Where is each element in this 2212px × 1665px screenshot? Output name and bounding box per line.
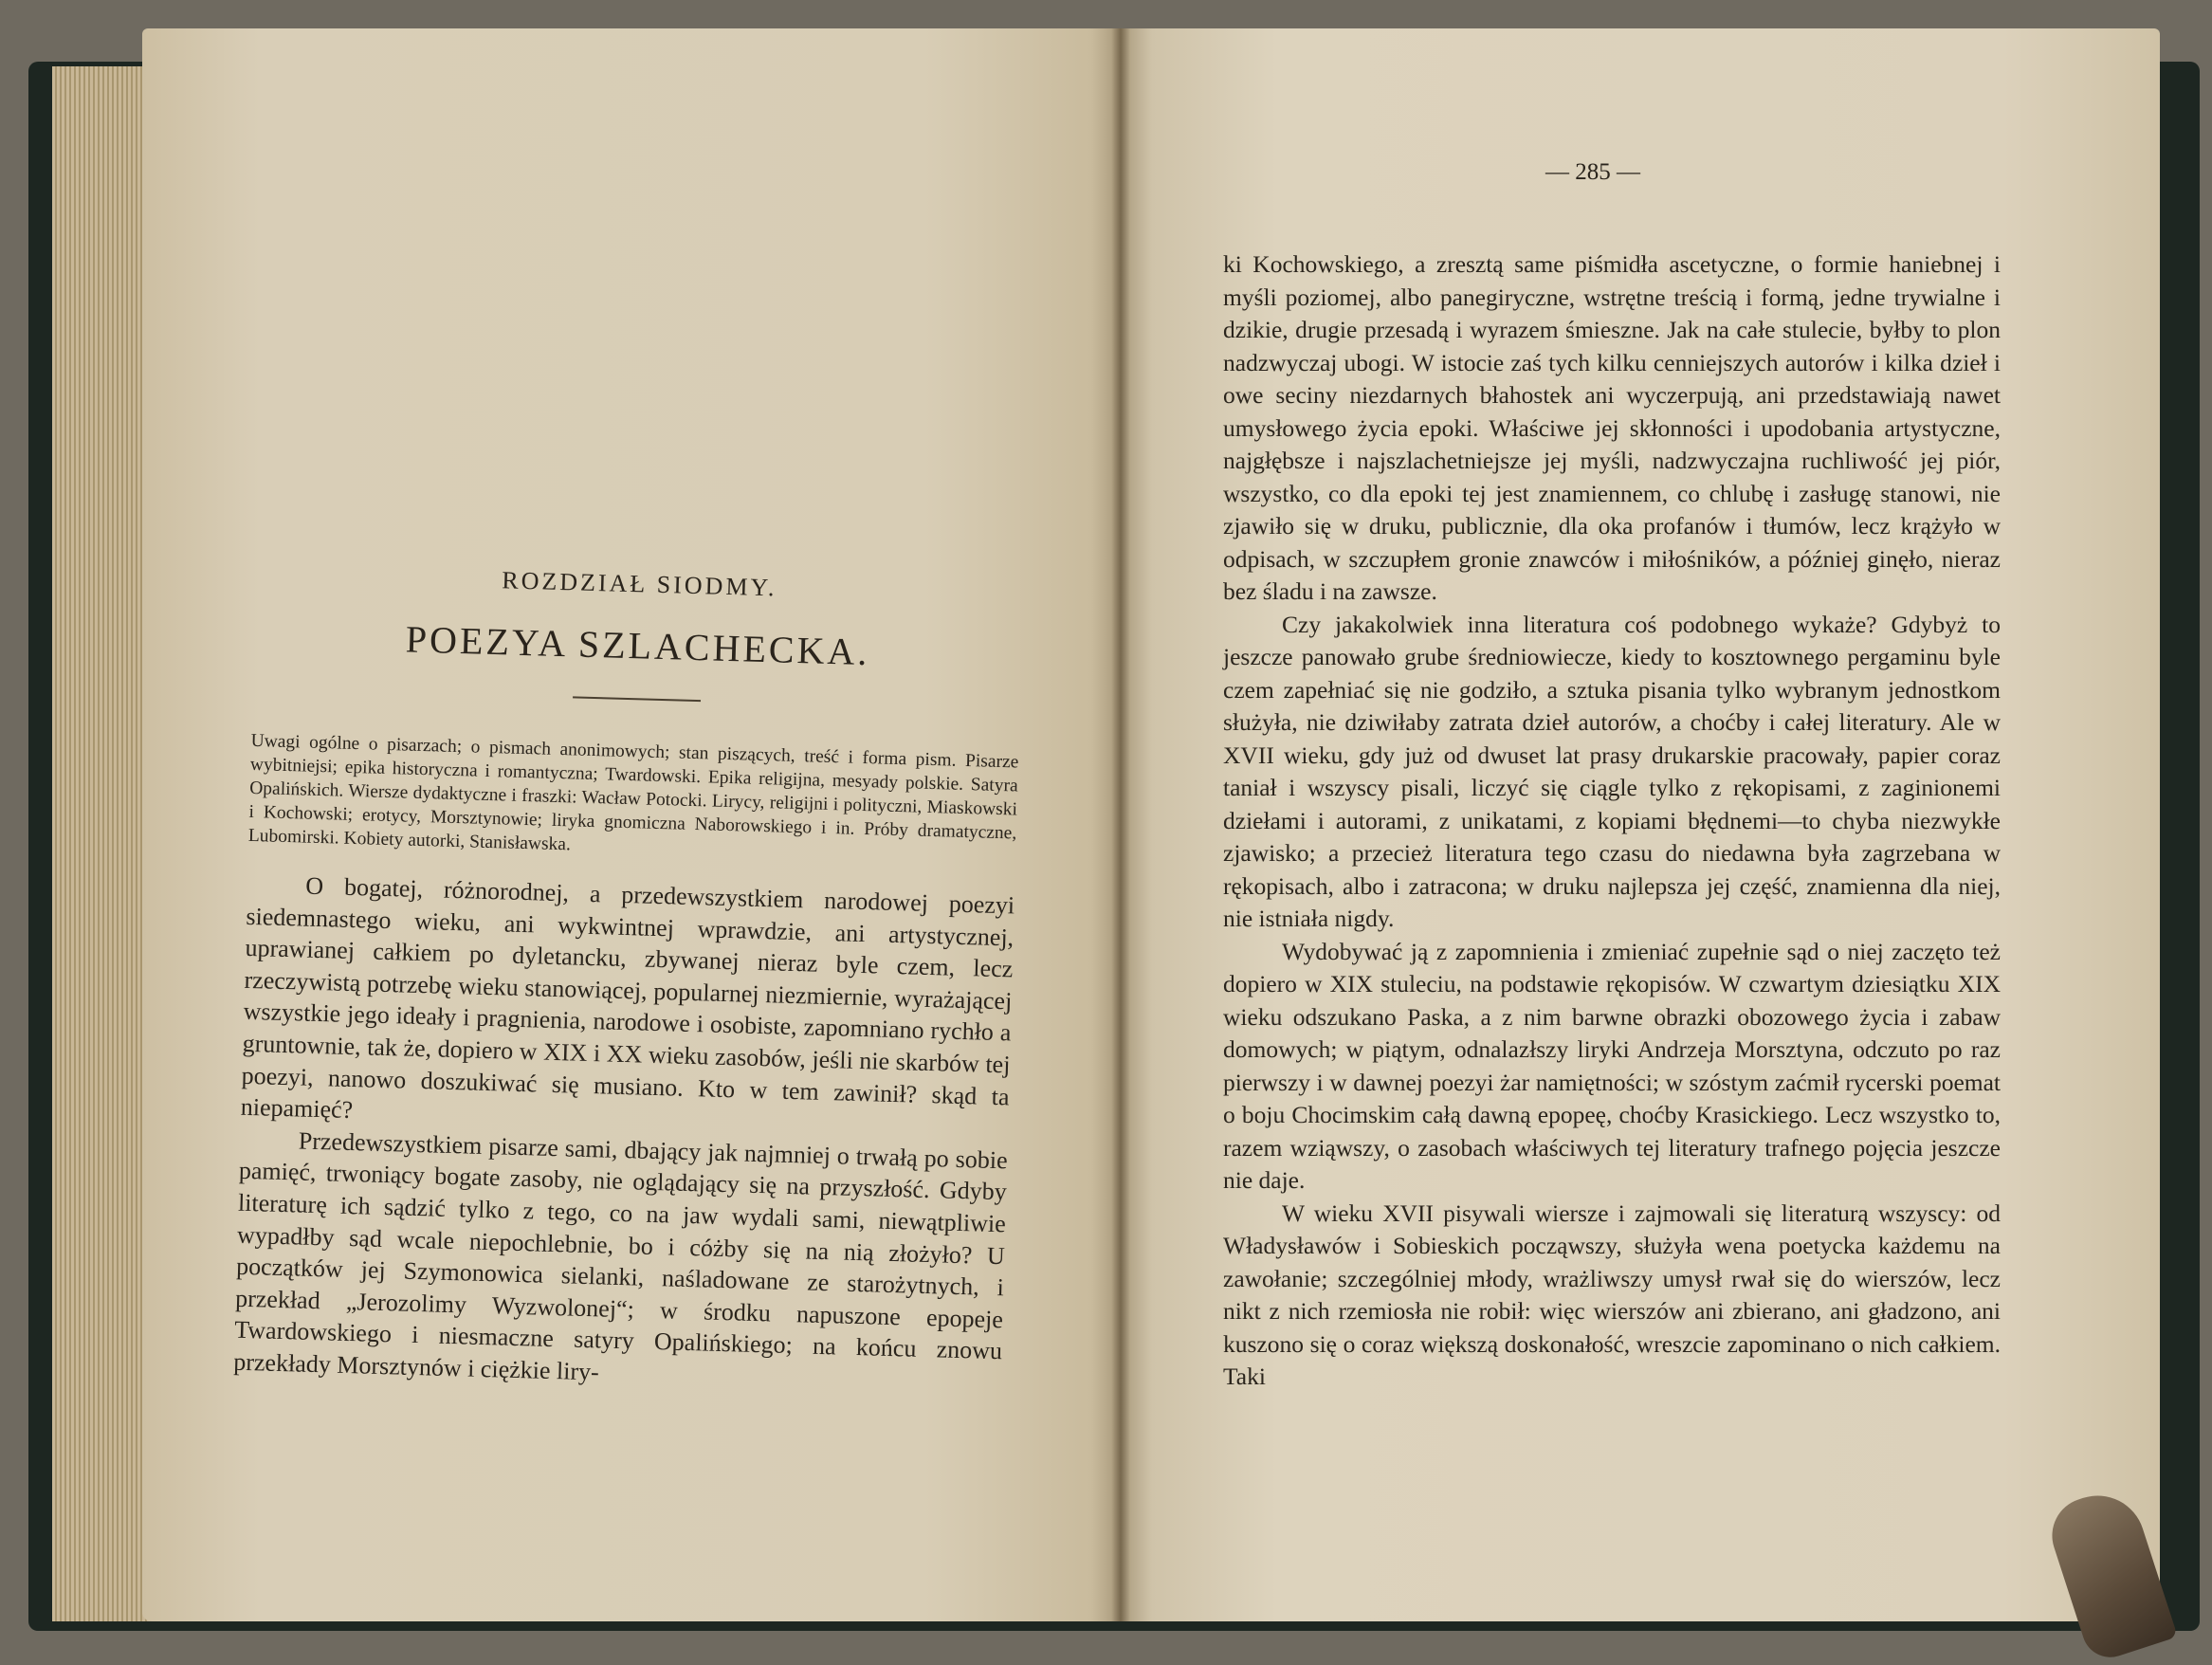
- paragraph: W wieku XVII pisywali wiersze i zajmowali się literaturą wszyscy: od Władysławów i Sobieskich począwszy, służyła wena poetycka każdemu na zawołanie; szczególniej młody, wrażliwszy umysł rwał się do wierszów, lecz nikt z nich rzemiosła nie robił: więc wierszów ani zbierano, ani gładzono, ani kuszono się o coraz większą doskonałość, wreszcie zapominano o nich całkiem. Taki: [1223, 1198, 2001, 1390]
- title-divider: [573, 696, 701, 702]
- paragraph: O bogatej, różnorodnej, a przedewszystkiem narodowej poezyi siedemnastego wieku, ani wykwintnej wprawdzie, ani artystycznej, uprawianej całkiem po dyletancku, zbywanej nieraz byle czem, lecz rzeczywistą potrzebę wieku stanowiącej, popularnej niezmiernie, wyrażającej wszystkie jego ideały i pragnienia, narodowe i osobiste, zapomniano rychło a gruntownie, tak że, dopiero w XIX i XX wieku zasobów, jeśli nie skarbów tej poezyi, nanowo doszukiwać się musiano. Kto w tem zawinił? skąd ta niepamięć?: [240, 871, 1015, 1125]
- paragraph: Czy jakakolwiek inna literatura coś podobnego wykaże? Gdybyż to jeszcze panowało grube średniowiecze, kiedy to kosztownego pergaminu byle czem zapełniać się nie godziło, a sztuka pisania tylko wybranym jednostkom służyła, nie dziwiłaby zatrata dzieł autorów, a choćby i całej literatury. Ale w XVII wieku, gdy już od dwuset lat prasy drukarskie pracowały, papier coraz taniał i wszyscy pisali, liczyć się ciągle tylko z rękopisami, z zaginionemi dziełami i autorami, z unikatami, z kopiami błędnemi—to chyba niezwykłe zjawisko; a przecież literatura tego czasu do niedawna była zagrzebana w rękopisach, albo i zatracona; w druku najlepsza jej część, znamienna dla niej, nie istniała nigdy.: [1223, 610, 2001, 932]
- page-number: — 285 —: [1545, 159, 1640, 185]
- page-edges-left: [52, 66, 152, 1621]
- paragraph: Przedewszystkiem pisarze sami, dbający jak najmniej o trwałą po sobie pamięć, trwoniący bogate zasoby, nie oglądający się na przyszłość. Gdyby literaturę ich sądzić tylko z tego, co na jaw wydali sami, niewątpliwie wypadłby sąd wcale niepochlebnie, bo i cóżby się na nią złożyło? U początków jej Szymonowica sielanki, naśladowane ze starożytnych, i przekład „Jerozolimy Wyzwolonej“; w środku napuszone epopeje Twardowskiego i niesmaczne satyry Opalińskiego; na końcu znowu przekłady Morsztynów i ciężkie liry-: [232, 1126, 1009, 1386]
- chapter-title: POEZYA SZLACHECKA.: [405, 617, 870, 674]
- book-gutter: [1111, 28, 1130, 1621]
- right-page-content: [1223, 248, 2001, 1394]
- chapter-number: ROZDZIAŁ SIODMY.: [501, 566, 777, 602]
- left-page-content: [233, 559, 1024, 1400]
- paragraph: Wydobywać ją z zapomnienia i zmieniać zupełnie sąd o niej zaczęto też dopiero w XIX stuleciu, na podstawie rękopisów. W czwartym dziesiątku XIX wieku odszukano Paska, a z nim barwne obrazki obozowego życia i zabaw domowych; w piątym, odnalazłszy liryki Andrzeja Morsztyna, odczuto po raz pierwszy i w dawnej poezyi żar namiętności; w szóstym zaćmił rycerski poemat o boju Chocimskim całą dawną epopeę, choćby Krasickiego. Lecz wszystko to, razem wziąwszy, o zasobach właściwych tej literatury trafnego pojęcia jeszcze nie daje.: [1223, 937, 2001, 1194]
- left-page: [142, 28, 1121, 1621]
- right-body-text: [1223, 248, 2001, 1394]
- paragraph: ki Kochowskiego, a zresztą same piśmidła ascetyczne, o formie haniebnej i myśli poziomej, albo panegiryczne, wstrętne treścią i formą, jedne trywialne i dzikie, drugie przesadą i wyrazem śmieszne. Jak na całe stulecie, byłby to plon nadzwyczaj ubogi. W istocie zaś tych kilku cenniejszych autorów i kilka dzieł i owe seciny niezdarnych błahostek ani wyczerpują, ani przedstawiają nawet umysłowego życia epoki. Właściwe jej skłonności i upodobania artystyczne, najgłębsze i najszlachetniejsze jej myśli, nadzwyczajna ruchliwość jej piór, wszystko, co dla epoki tej jest znamiennem, co chlubę i zasługę stanowi, nie zjawiło się w druku, publicznie, dla oka profanów i tłumów, lecz krążyło w odpisach, w szczupłem gronie znawców i miłośników, a później ginęło, nieraz bez śladu i na zawsze.: [1223, 250, 2001, 605]
- left-body-text: [233, 869, 1015, 1400]
- chapter-summary: Uwagi ogólne o pisarzach; o pismach anonimowych; stan piszących, treść i forma pism. Pisarze wybitniejsi; epika historyczna i romantyczna; Twardowski. Epika religijna, mesyady polskie. Satyra Opalińskich. Wiersze dydaktyczne i fraszki: Wacław Potocki. Lirycy, religijni i polityczni, Miaskowski i Kochowski; erotycy, Morsztynowie; liryka gnomiczna Naborowskiego i in. Próby dramatyczne, Lubomirski. Kobiety autorki, Stanisławska.: [247, 730, 1019, 855]
- right-page: [1121, 28, 2160, 1621]
